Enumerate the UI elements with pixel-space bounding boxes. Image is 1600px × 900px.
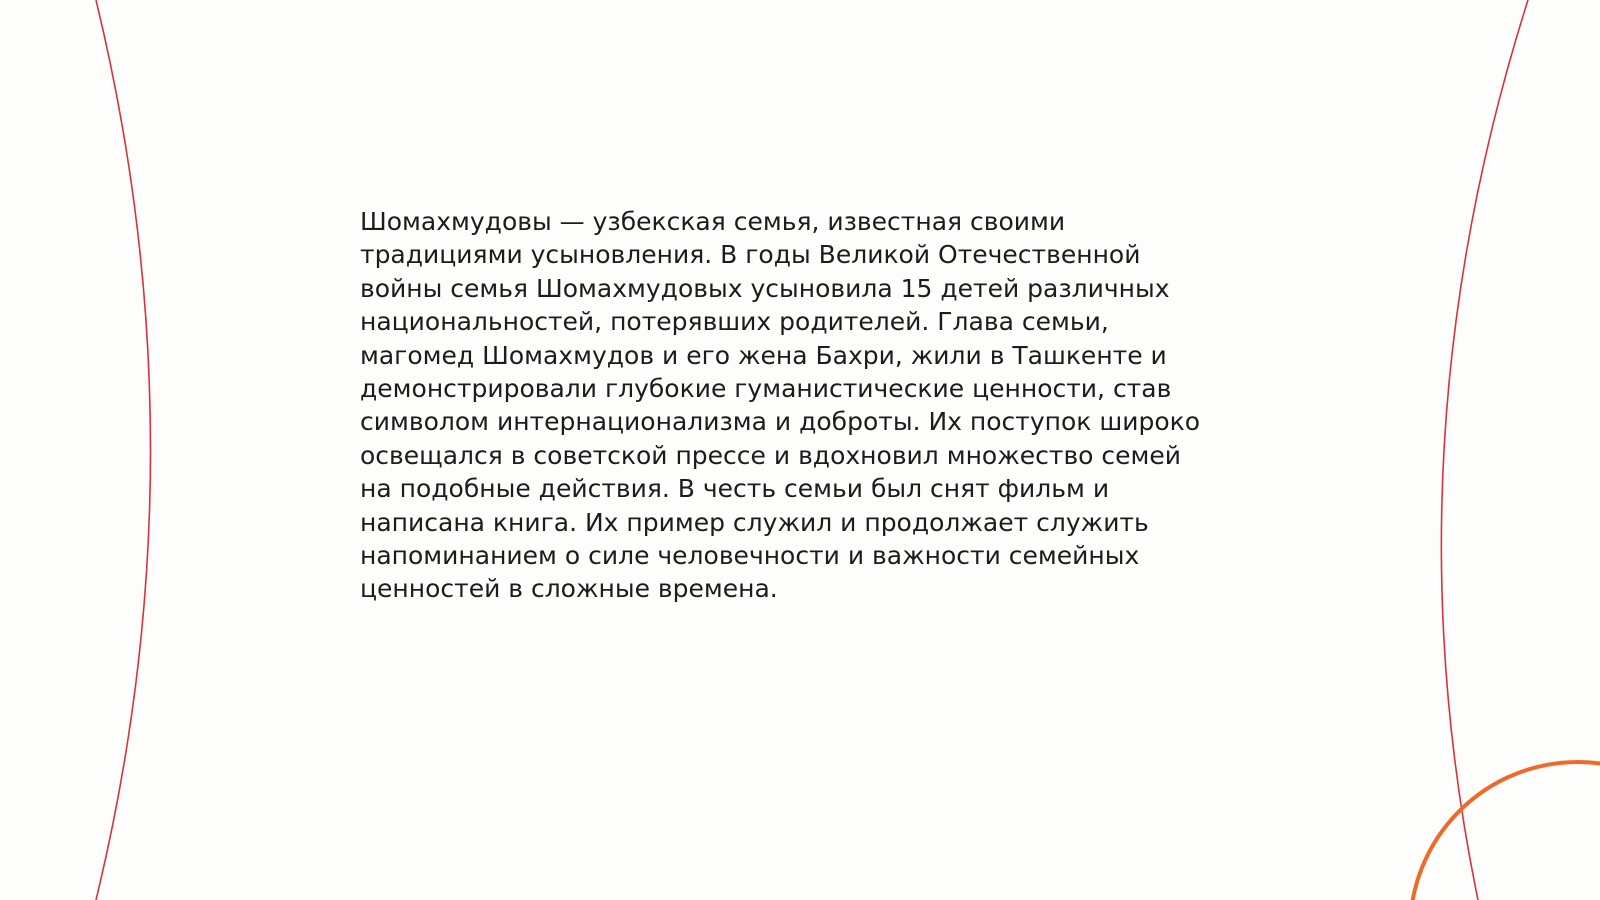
text-line: напоминанием о силе человечности и важности семейных	[360, 541, 1140, 571]
text-line: Шомахмудовы — узбекская семья, известная своими	[360, 207, 1066, 236]
body-paragraph	[360, 205, 1260, 606]
right-arc-line	[1441, 0, 1528, 900]
text-line: войны семья Шомахмудовых усыновила 15 детей различных	[360, 273, 1170, 303]
left-arc-line	[96, 0, 151, 900]
text-line: на подобные действия. В честь семьи был снят фильм и	[360, 474, 1110, 504]
text-line: освещался в советской прессе и вдохновил множество семей	[360, 440, 1182, 470]
text-line: символом интернационализма и доброты. Их поступок широко	[360, 407, 1201, 437]
text-line: демонстрировали глубокие гуманистические ценности, став	[360, 374, 1172, 404]
text-line: национальностей, потерявших родителей. Глава семьи,	[360, 307, 1109, 337]
text-line: написана книга. Их пример служил и продолжает служить	[360, 507, 1149, 537]
text-line: магомед Шомахмудов и его жена Бахри, жили в Ташкенте и	[360, 340, 1167, 370]
orange-circle	[1410, 762, 1600, 900]
text-line: ценностей в сложные времена.	[360, 574, 778, 604]
text-line: традициями усыновления. В годы Великой Отечественной	[360, 240, 1141, 270]
